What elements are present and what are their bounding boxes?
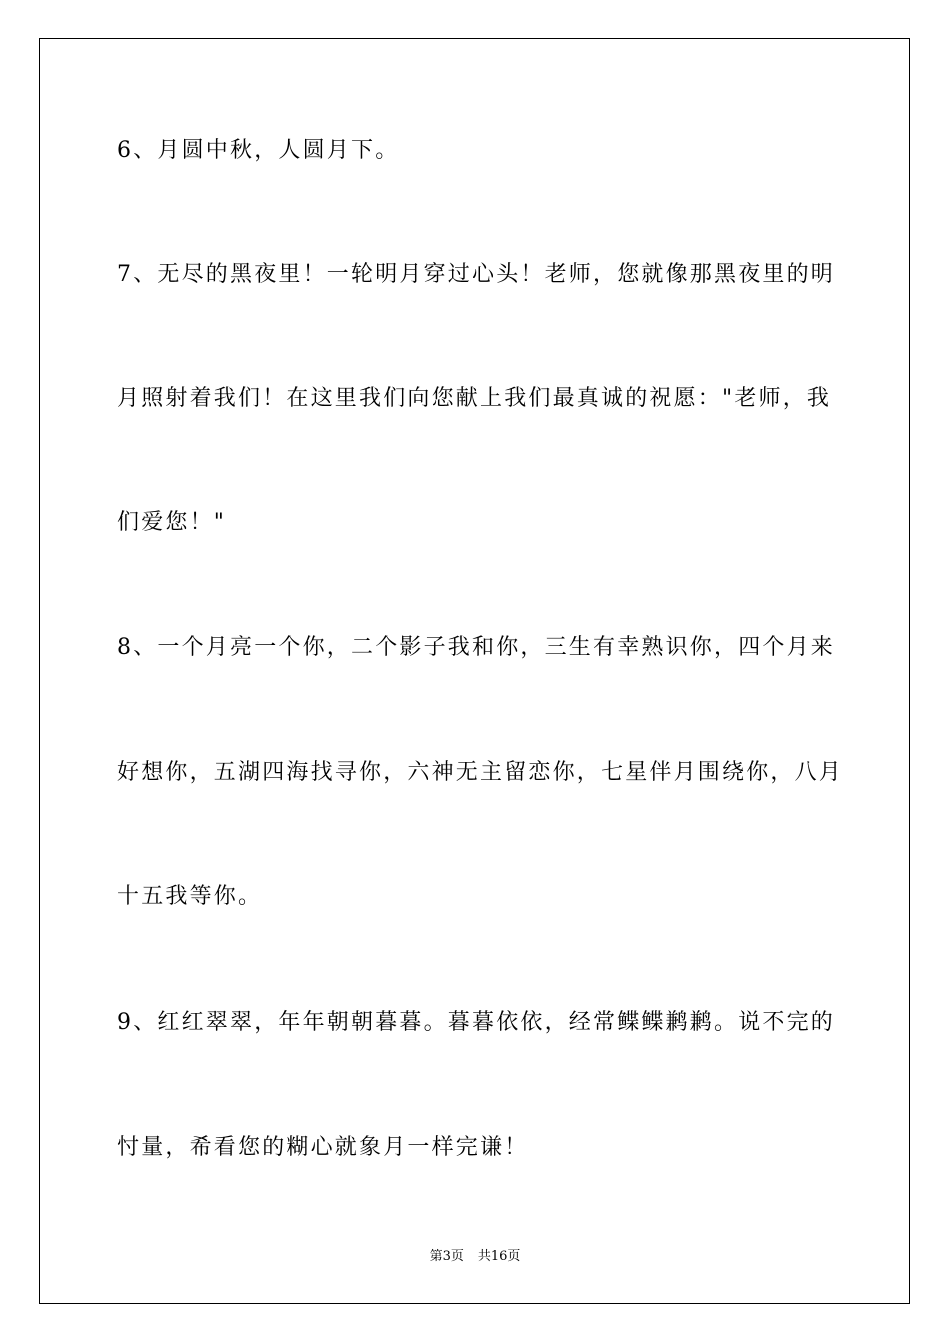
text-line: 十五我等你。: [117, 884, 263, 909]
text-line: 7、无尽的黑夜里！一轮明月穿过心头！老师，您就像那黑夜里的明: [117, 262, 835, 287]
text-line: 们爱您！": [117, 510, 227, 535]
text-line: 月照射着我们！在这里我们向您献上我们最真诚的祝愿："老师，我: [117, 386, 832, 411]
text-line: 8、一个月亮一个你，二个影子我和你，三生有幸熟识你，四个月来: [117, 635, 835, 660]
text-line: 6、月圆中秋，人圆月下。: [117, 138, 400, 163]
text-line: 忖量，希看您的糊心就象月一样完谦！: [117, 1135, 529, 1160]
page-number: 第3页: [429, 1249, 464, 1264]
text-line: 好想你，五湖四海找寻你，六神无主留恋你，七星伴月围绕你，八月: [117, 760, 844, 785]
page-total: 共16页: [477, 1249, 521, 1264]
page-border: [39, 38, 910, 1304]
text-line: 9、红红翠翠，年年朝朝暮暮。暮暮依依，经常鲽鲽鹣鹣。说不完的: [117, 1010, 835, 1035]
page-footer: [0, 1248, 950, 1266]
